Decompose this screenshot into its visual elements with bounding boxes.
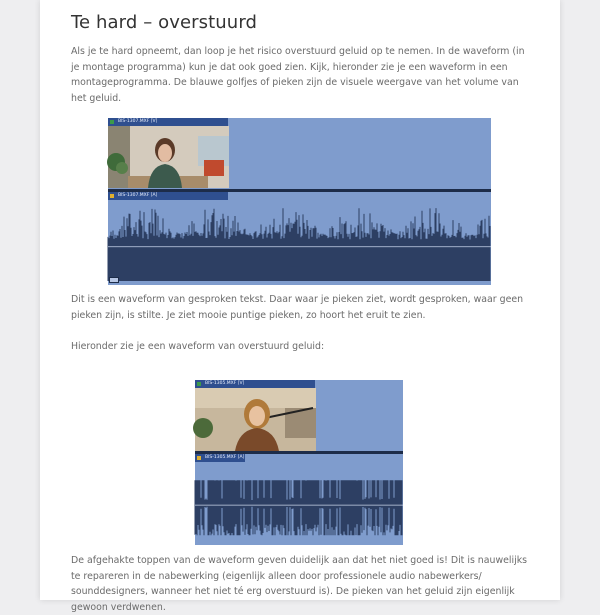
audio-clip-label xyxy=(195,454,245,462)
video-thumbnail xyxy=(195,388,316,451)
audio-track xyxy=(195,454,403,545)
video-track xyxy=(195,380,403,451)
waveform-normal xyxy=(108,200,491,285)
audio-clip-label xyxy=(108,192,228,200)
waveform-clipped xyxy=(195,462,403,545)
video-track xyxy=(108,118,491,189)
video-clip-name: BIS-1305.MXF [V] xyxy=(205,381,245,386)
editor-screenshot-normal xyxy=(108,118,491,285)
video-thumbnail xyxy=(108,126,229,188)
video-thumbnail-image xyxy=(195,388,316,451)
video-track-icon xyxy=(110,120,114,124)
section-heading: Te hard – overstuurd xyxy=(71,12,258,33)
waveform-explanation: Dit is een waveform van gesproken tekst. Daar waar je pieken ziet, wordt gesproken, waar geen pieken zijn, is stilte. Je ziet mooie puntige pieken, zo hoort het eruit te zien. xyxy=(71,294,524,321)
audio-track-icon xyxy=(197,456,201,460)
audio-clip-name: BIS-1305.MXF [A] xyxy=(205,455,245,460)
video-clip-name: BIS-1307.MXF [V] xyxy=(118,119,158,124)
audio-clip-name: BIS-1307.MXF [A] xyxy=(118,193,158,198)
video-clip-label xyxy=(108,118,228,126)
video-clip-label xyxy=(195,380,315,388)
article-page xyxy=(40,0,560,613)
conclusion-paragraph: De afgehakte toppen van de waveform geven duidelijk aan dat het niet goed is! Dit is nauwelijks te repareren in de nabewerking (eigenlijk alleen door professionele audio nabewerkers/ sounddesigners, wanneer het niet té erg overstuurd is). De pieken van het geluid zijn eigenlijk gewoon verdwenen. xyxy=(71,555,528,613)
audio-track xyxy=(108,192,491,285)
video-thumbnail-image xyxy=(108,126,229,188)
track-toggle[interactable] xyxy=(109,277,119,283)
overdrive-intro: Hieronder zie je een waveform van overstuurd geluid: xyxy=(71,341,325,352)
video-track-icon xyxy=(197,382,201,386)
intro-paragraph: Als je te hard opneemt, dan loop je het risico overstuurd geluid op te nemen. In de waveform (in je montage programma) kun je dat ook goed zien. Kijk, hieronder zie je een waveform in een montageprogramma. De blauwe golfjes of pieken zijn de visuele weergave van het volume van het geluid. xyxy=(71,46,525,104)
editor-screenshot-clipped xyxy=(195,380,403,545)
audio-track-icon xyxy=(110,194,114,198)
